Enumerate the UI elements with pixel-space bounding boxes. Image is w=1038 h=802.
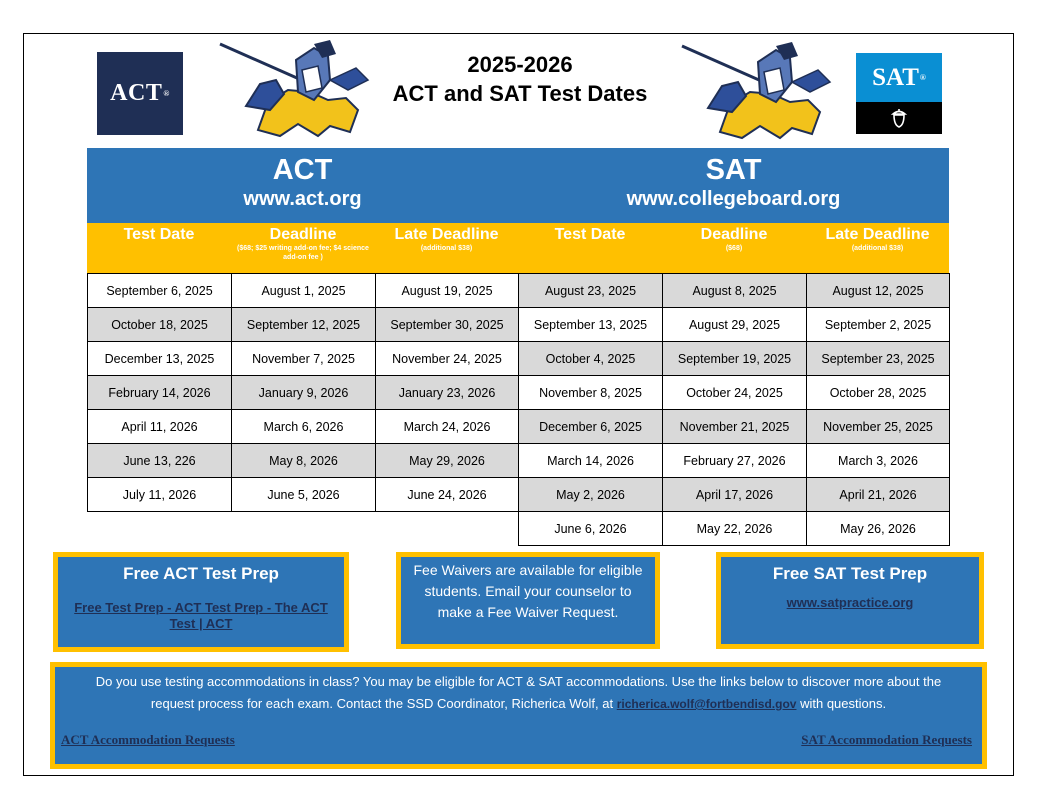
act-deadline: January 9, 2026: [232, 376, 376, 410]
act-url: www.act.org: [243, 188, 362, 210]
coordinator-email-link[interactable]: richerica.wolf@fortbendisd.gov: [616, 697, 797, 711]
table-row: [88, 274, 519, 308]
act-dates-table: [87, 273, 519, 512]
act-prep-link[interactable]: Free Test Prep - ACT Test Prep - The ACT Test | ACT: [74, 600, 328, 631]
sat-test-date: March 14, 2026: [519, 444, 663, 478]
table-row: [88, 376, 519, 410]
act-deadline: March 6, 2026: [232, 410, 376, 444]
sat-deadline: April 17, 2026: [663, 478, 807, 512]
table-row: [519, 478, 950, 512]
table-row: [88, 478, 519, 512]
sat-test-date: August 23, 2025: [519, 274, 663, 308]
act-col-deadline-note: ($68; $25 writing add-on fee; $4 science add-on fee ): [237, 245, 369, 261]
sat-col-test-label: Test Date: [554, 226, 626, 243]
act-deadline: August 1, 2025: [232, 274, 376, 308]
act-header: [87, 148, 518, 223]
sat-col-deadline: [662, 223, 806, 273]
sat-late-deadline: September 23, 2025: [807, 342, 950, 376]
sat-prep-title: Free SAT Test Prep: [772, 564, 928, 583]
act-late-deadline: May 29, 2026: [376, 444, 519, 478]
act-late-deadline: March 24, 2026: [376, 410, 519, 444]
act-test-date: October 18, 2025: [88, 308, 232, 342]
sat-test-date: May 2, 2026: [519, 478, 663, 512]
act-col-deadline: [231, 223, 375, 273]
fee-waiver-box: [396, 552, 660, 649]
page-title: [370, 50, 670, 108]
sat-late-deadline: October 28, 2025: [807, 376, 950, 410]
sat-logo-text: SAT: [872, 63, 919, 91]
sat-prep-box: [716, 552, 984, 649]
table-row: [88, 308, 519, 342]
act-test-date: June 13, 226: [88, 444, 232, 478]
act-deadline: May 8, 2026: [232, 444, 376, 478]
act-test-date: February 14, 2026: [88, 376, 232, 410]
act-deadline: June 5, 2026: [232, 478, 376, 512]
sat-prep-link[interactable]: www.satpractice.org: [786, 595, 914, 610]
sat-late-deadline: September 2, 2025: [807, 308, 950, 342]
act-late-deadline: November 24, 2025: [376, 342, 519, 376]
table-row: [519, 444, 950, 478]
act-late-deadline: June 24, 2026: [376, 478, 519, 512]
accommodations-text: [75, 671, 962, 715]
table-row: [88, 410, 519, 444]
sat-col-late-note: (additional $38): [851, 245, 904, 252]
sat-deadline: August 8, 2025: [663, 274, 807, 308]
act-logo: ACT ®: [97, 52, 183, 135]
title-text: ACT and SAT Test Dates: [392, 81, 648, 106]
act-title: ACT: [272, 154, 333, 186]
table-row: [519, 342, 950, 376]
sat-dates-table: [518, 273, 950, 546]
sat-deadline: August 29, 2025: [663, 308, 807, 342]
act-col-late-note: (additional $38): [420, 245, 473, 252]
accommodations-text-1: Do you use testing accommodations in class? You may be eligible for ACT & SAT accommodations. Use the links below to discover more about the request process for each exam. Contact the SSD Coordinator, Richerica Wolf, at: [95, 674, 942, 711]
sat-accommodation-link[interactable]: SAT Accommodation Requests: [801, 732, 972, 747]
sat-deadline: September 19, 2025: [663, 342, 807, 376]
accommodations-box: [50, 662, 987, 769]
sat-test-date: December 6, 2025: [519, 410, 663, 444]
act-late-deadline: January 23, 2026: [376, 376, 519, 410]
act-late-deadline: September 30, 2025: [376, 308, 519, 342]
table-row: [519, 308, 950, 342]
sat-col-late-label: Late Deadline: [825, 226, 930, 243]
sat-deadline: February 27, 2026: [663, 444, 807, 478]
sat-logo: SAT ®: [856, 53, 942, 134]
sat-test-date: November 8, 2025: [519, 376, 663, 410]
fee-waiver-text: Fee Waivers are available for eligible students. Email your counselor to make a Fee Waiver Request.: [413, 562, 643, 620]
sat-col-test: [518, 223, 662, 273]
table-row: [519, 376, 950, 410]
sat-col-deadline-note: ($68): [725, 245, 743, 252]
sat-test-date: October 4, 2025: [519, 342, 663, 376]
act-deadline: November 7, 2025: [232, 342, 376, 376]
act-col-late: [375, 223, 518, 273]
act-col-test-label: Test Date: [123, 226, 195, 243]
sat-title: SAT: [705, 154, 762, 186]
table-row: [88, 342, 519, 376]
table-row: [88, 444, 519, 478]
sat-late-deadline: August 12, 2025: [807, 274, 950, 308]
act-logo-text: ACT: [110, 80, 163, 106]
act-col-late-label: Late Deadline: [394, 226, 499, 243]
knight-icon: [218, 40, 378, 140]
sat-header: [518, 148, 949, 223]
act-prep-title: Free ACT Test Prep: [123, 564, 279, 583]
act-col-deadline-label: Deadline: [269, 226, 337, 243]
act-prep-box: [53, 552, 349, 652]
table-row: [519, 512, 950, 546]
act-test-date: September 6, 2025: [88, 274, 232, 308]
table-row: [519, 274, 950, 308]
act-col-test: [87, 223, 231, 273]
sat-test-date: June 6, 2026: [519, 512, 663, 546]
accommodations-text-2: with questions.: [800, 696, 887, 711]
sat-col-late: [806, 223, 949, 273]
act-accommodation-link[interactable]: ACT Accommodation Requests: [61, 732, 235, 747]
sat-late-deadline: May 26, 2026: [807, 512, 950, 546]
act-late-deadline: August 19, 2025: [376, 274, 519, 308]
sat-deadline: May 22, 2026: [663, 512, 807, 546]
knight-icon: [680, 42, 840, 142]
table-row: [519, 410, 950, 444]
sat-deadline: October 24, 2025: [663, 376, 807, 410]
sat-url: www.collegeboard.org: [626, 188, 841, 210]
act-test-date: December 13, 2025: [88, 342, 232, 376]
act-test-date: April 11, 2026: [88, 410, 232, 444]
sat-col-deadline-label: Deadline: [700, 226, 768, 243]
sat-late-deadline: November 25, 2025: [807, 410, 950, 444]
acorn-icon: [890, 108, 908, 128]
title-year: 2025-2026: [467, 52, 573, 77]
act-test-date: July 11, 2026: [88, 478, 232, 512]
sat-late-deadline: April 21, 2026: [807, 478, 950, 512]
sat-deadline: November 21, 2025: [663, 410, 807, 444]
sat-test-date: September 13, 2025: [519, 308, 663, 342]
act-deadline: September 12, 2025: [232, 308, 376, 342]
sat-late-deadline: March 3, 2026: [807, 444, 950, 478]
